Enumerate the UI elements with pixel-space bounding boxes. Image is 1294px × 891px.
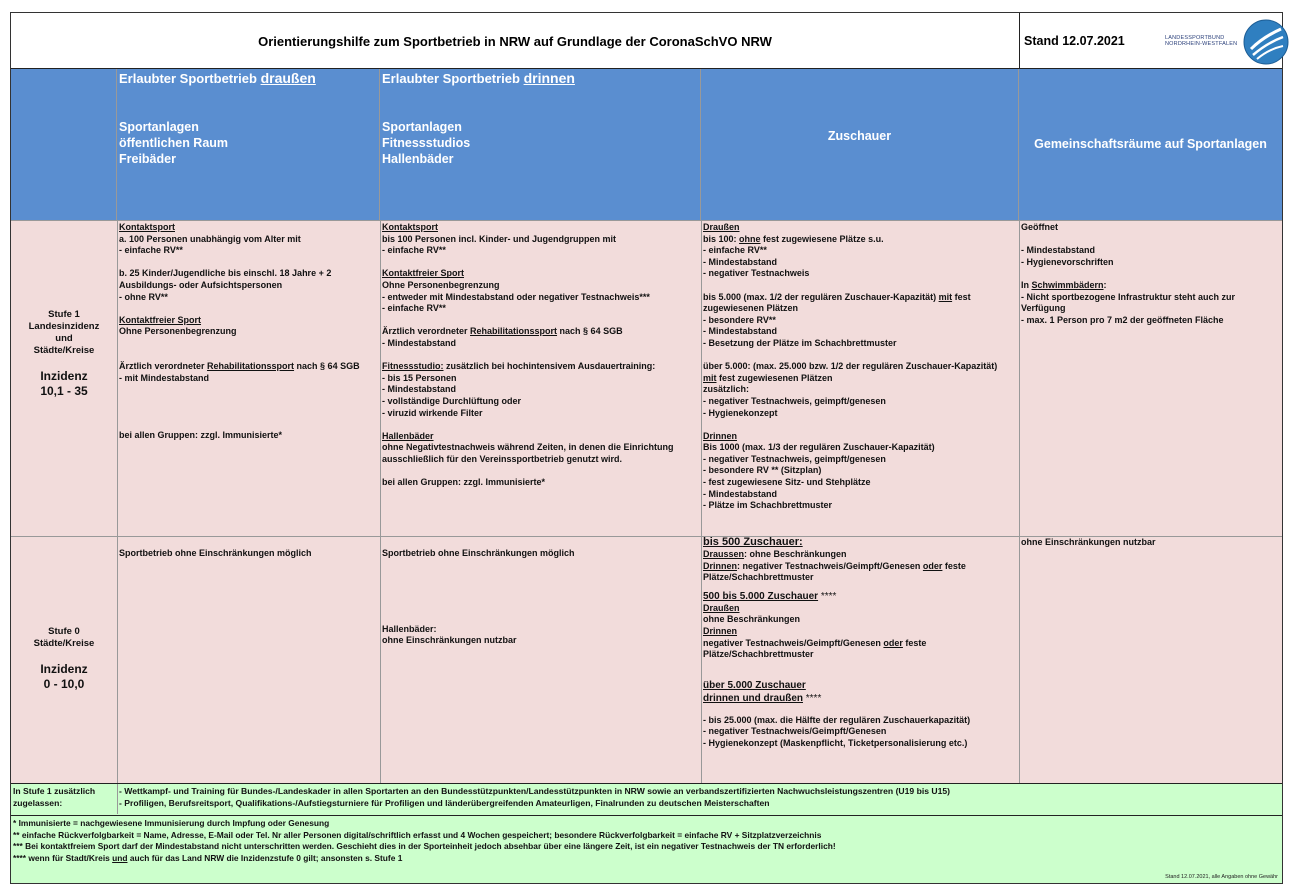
- text-line: - Hygienekonzept (Maskenpflicht, Ticketpersonalisierung etc.): [703, 737, 968, 748]
- page-title: Orientierungshilfe zum Sportbetrieb in NRW auf Grundlage der CoronaSchVO NRW: [258, 33, 772, 49]
- text-span: :: [1103, 279, 1107, 290]
- landessportbund-logo-icon: [1243, 19, 1289, 65]
- text-span: bis 5.000 (max. 1/2 der regulären Zuschauer-Kapazität): [703, 291, 939, 302]
- text-line: - Nicht sportbezogene Infrastruktur steht auch zur: [1021, 291, 1236, 302]
- zuschauer-heading-500: bis 500 Zuschauer:: [703, 536, 803, 548]
- zusatz-line-1: - Wettkampf- und Training für Bundes-/Landeskader in allen Sportarten an den Bundesstützpunkten/Landesstützpunkten in NRW sowie an verbandszertifizierten Nachwuchsleistungszentren (U19 bis U15): [119, 786, 951, 796]
- text-line: - Hygienevorschriften: [1021, 256, 1114, 267]
- orientation-table: [10, 12, 1283, 884]
- header-draussen-prefix: Erlaubter Sportbetrieb: [119, 71, 261, 86]
- text-span: mit: [703, 372, 717, 383]
- text-line: - bis 25.000 (max. die Hälfte der regulären Zuschauerkapazität): [703, 714, 971, 725]
- text-line: - besondere RV**: [703, 314, 776, 325]
- kontaktfreier-sport-heading: Kontaktfreier Sport: [119, 314, 202, 325]
- text-line: - bis 15 Personen: [382, 372, 457, 383]
- text-line: b. 25 Kinder/Jugendliche bis einschl. 18 Jahre + 2: [119, 268, 332, 279]
- text-span: ohne: [739, 233, 761, 244]
- text-line: - negativer Testnachweis, geimpft/genesen: [703, 453, 886, 464]
- zusatz-label-l2: zugelassen:: [13, 798, 63, 808]
- text-line: Ohne Personenbegrenzung: [119, 326, 237, 337]
- stufe1-drinnen: [382, 222, 698, 489]
- zuschauer-heading-5000: 500 bis 5.000 Zuschauer: [703, 590, 819, 602]
- text-line: zugewiesenen Plätzen: [703, 303, 799, 314]
- text-span: ****: [818, 590, 837, 602]
- drinnen-heading: Drinnen: [703, 430, 738, 441]
- text-line: bei allen Gruppen: zzgl. Immunisierte*: [382, 477, 546, 488]
- stufe0-drinnen: [382, 548, 698, 647]
- text-line: Bis 1000 (max. 1/3 der regulären Zuschauer-Kapazität): [703, 442, 935, 453]
- text-span: nach § 64 SGB: [294, 360, 360, 371]
- text-line: - mit Mindestabstand: [119, 372, 210, 383]
- text-line: - vollständige Durchlüftung oder: [382, 395, 521, 406]
- zusatz-label: [13, 785, 113, 809]
- header-draussen: [117, 69, 380, 220]
- grid-line: [117, 220, 118, 783]
- text-span: Drinnen: [703, 560, 738, 571]
- stufe0-zuschauer: [703, 536, 1017, 750]
- reha-link-text: Rehabilitationssport: [470, 326, 558, 337]
- reha-link-text: Rehabilitationssport: [207, 360, 295, 371]
- text-line: Plätze/Schachbrettmuster: [703, 649, 814, 660]
- text-span: Schwimmbädern: [1031, 279, 1104, 290]
- text-line: - Besetzung der Plätze im Schachbrettmuster: [703, 337, 897, 348]
- stand-box: [1019, 13, 1282, 69]
- text-span: ****: [803, 692, 822, 704]
- kontaktfreier-sport-heading: Kontaktfreier Sport: [382, 268, 465, 279]
- zusatz-text: [119, 785, 950, 809]
- text-line: - Mindestabstand: [703, 488, 778, 499]
- header-draussen-l1: Sportanlagen: [119, 120, 199, 134]
- text-line: - fest zugewiesene Sitz- und Stehplätze: [703, 477, 871, 488]
- text-line: - besondere RV ** (Sitzplan): [703, 465, 822, 476]
- text-span: In: [1021, 279, 1032, 290]
- text-span: zusätzlich bei hochintensivem Ausdauertraining:: [443, 361, 656, 372]
- text-span: auch für das Land NRW die Inzidenzstufe 0 gilt; ansonsten s. Stufe 1: [127, 852, 403, 863]
- text-line: ohne Beschränkungen: [703, 614, 801, 625]
- text-line: bis 100 Personen incl. Kinder- und Jugendgruppen mit: [382, 233, 617, 244]
- stufe0-gemeinschaft: ohne Einschränkungen nutzbar: [1021, 537, 1156, 547]
- stufe1-label-l1: Stufe 1: [48, 309, 80, 320]
- text-line: - Plätze im Schachbrettmuster: [703, 500, 833, 511]
- footnote-2: ** einfache Rückverfolgbarkeit = Name, Adresse, E-Mail oder Tel. Nr aller Personen digital/schriftlich erfasst und 4 Wochen gespeichert; besondere Rückverfolgbarkeit = einfache RV + Sitzplatzverzeichnis: [13, 829, 822, 840]
- text-span: oder: [883, 637, 903, 648]
- zusatz-label-l1: In Stufe 1 zusätzlich: [13, 786, 96, 796]
- text-line: - einfache RV**: [382, 245, 446, 256]
- text-line: Plätze/Schachbrettmuster: [703, 572, 814, 583]
- stufe0-inzidenz-value: 0 - 10,0: [43, 677, 85, 691]
- text-line: - einfache RV**: [703, 245, 767, 256]
- footnote-3: *** Bei kontaktfreiem Sport darf der Mindestabstand nicht unterschritten werden. Geschieht dies in der Sporteinheit jedoch absehbar über eine längere Zeit, ist ein negativer Testnachweis der TN erforderlich!: [13, 841, 836, 852]
- kontaktsport-heading: Kontaktsport: [382, 222, 438, 232]
- header-gemeinschaft-label: Gemeinschaftsräume auf Sportanlagen: [1034, 137, 1267, 151]
- text-line: ohne Negativtestnachweis während Zeiten, in denen die Einrichtung: [382, 442, 674, 453]
- logo-text: [1165, 35, 1237, 47]
- fitnessstudio-heading: Fitnessstudio:: [382, 361, 444, 372]
- text-span: feste: [902, 637, 927, 648]
- grid-line: [380, 220, 381, 783]
- text-span: Ärztlich verordneter: [119, 360, 208, 371]
- text-span: Ärztlich verordneter: [382, 326, 471, 337]
- text-line: Geöffnet: [1021, 222, 1058, 232]
- text-line: ausschließlich für den Vereinssportbetrieb genutzt wird.: [382, 453, 623, 464]
- text-span: nach § 64 SGB: [557, 326, 623, 337]
- footnote-4: [13, 853, 836, 865]
- header-empty-cell: [11, 69, 117, 220]
- text-line: bei allen Gruppen: zzgl. Immunisierte*: [119, 430, 283, 441]
- stufe0-label-l1: Stufe 0: [48, 626, 80, 637]
- kontaktsport-heading: Kontaktsport: [119, 222, 175, 232]
- header-draussen-emph: draußen: [260, 70, 316, 86]
- stufe1-label-l2: Landesinzidenz: [28, 321, 100, 332]
- header-drinnen-emph: drinnen: [523, 70, 575, 86]
- text-line: Hallenbäder:: [382, 623, 437, 634]
- footnotes: [11, 815, 1282, 883]
- text-span: mit: [938, 291, 953, 302]
- zusatz-row: [11, 783, 1282, 815]
- text-line: - max. 1 Person pro 7 m2 der geöffneten Fläche: [1021, 314, 1224, 325]
- text-line: - Mindestabstand: [703, 326, 778, 337]
- text-line: - Mindestabstand: [703, 256, 778, 267]
- stufe1-zuschauer: [703, 222, 1017, 512]
- text-line: - ohne RV**: [119, 291, 168, 302]
- header-gemeinschaft: [1019, 69, 1282, 220]
- header-draussen-l3: Freibäder: [119, 152, 176, 166]
- text-line: - negativer Testnachweis, geimpft/genesen: [703, 395, 886, 406]
- stufe1-label: [11, 309, 117, 399]
- stufe0-inzidenz-label: Inzidenz: [40, 662, 88, 676]
- text-line: - negativer Testnachweis/Geimpft/Genesen: [703, 726, 887, 737]
- logo-line-2: NORDRHEIN-WESTFALEN: [1165, 41, 1238, 47]
- text-line: - Mindestabstand: [1021, 245, 1096, 256]
- text-line: - einfache RV**: [119, 245, 183, 256]
- text-line: Ohne Personenbegrenzung: [382, 279, 500, 290]
- zusatz-line-2: - Profiligen, Berufsreitsport, Qualifikations-/Aufstiegsturniere für Profiligen und länderübergreifenden Amateurligen, Finalrunden zu deutschen Meisterschaften: [119, 798, 770, 808]
- stufe0-label: [11, 626, 117, 692]
- text-line: - einfache RV**: [382, 303, 446, 314]
- stufe1-draussen: [119, 222, 377, 442]
- footnote-list: [13, 818, 836, 864]
- header-zuschauer: [701, 69, 1019, 220]
- text-line: zusätzlich:: [703, 384, 750, 395]
- logo-line-1: LANDESSPORTBUND: [1165, 35, 1225, 41]
- stand-footer-note: Stand 12.07.2021, alle Angaben ohne Gewähr: [1165, 874, 1278, 880]
- stufe1-label-l3: und: [55, 333, 73, 344]
- text-line: ohne Einschränkungen nutzbar: [382, 635, 517, 646]
- title-row: [11, 13, 1282, 69]
- header-zuschauer-label: Zuschauer: [827, 129, 892, 143]
- header-drinnen-l1: Sportanlagen: [382, 120, 462, 134]
- text-line: Draußen: [703, 602, 740, 613]
- draussen-heading: Draußen: [703, 222, 740, 232]
- header-drinnen-l3: Hallenbäder: [382, 152, 454, 166]
- text-span: feste: [942, 560, 966, 571]
- footnote-1: * Immunisierte = nachgewiesene Immunisierung durch Impfung oder Genesung: [13, 818, 330, 828]
- stufe0-draussen: Sportbetrieb ohne Einschränkungen möglich: [119, 548, 312, 558]
- stufe1-label-l4: Städte/Kreise: [33, 345, 95, 356]
- stufe1-inzidenz-value: 10,1 - 35: [40, 384, 88, 398]
- text-line: - viruzid wirkende Filter: [382, 407, 483, 418]
- text-line: Drinnen: [703, 625, 738, 636]
- text-line: Ausbildungs- oder Aufsichtspersonen: [119, 279, 283, 290]
- text-span: negativer Testnachweis/Geimpft/Genesen: [703, 637, 884, 648]
- hallenbaeder-heading: Hallenbäder: [382, 430, 434, 441]
- text-line: - Mindestabstand: [382, 337, 457, 348]
- text-line: - entweder mit Mindestabstand oder negativer Testnachweis***: [382, 291, 650, 302]
- text-line: - Hygienekonzept: [703, 407, 778, 418]
- text-span: : negativer Testnachweis/Geimpft/Genesen: [737, 560, 923, 571]
- stufe1-inzidenz-label: Inzidenz: [40, 369, 88, 383]
- text-span: Draussen: [703, 549, 745, 559]
- header-drinnen-l2: Fitnessstudios: [382, 136, 471, 150]
- header-drinnen-prefix: Erlaubter Sportbetrieb: [382, 71, 524, 86]
- text-span: : ohne Beschränkungen: [744, 549, 847, 559]
- text-line: a. 100 Personen unabhängig vom Alter mit: [119, 233, 301, 244]
- header-draussen-l2: öffentlichen Raum: [119, 136, 229, 150]
- text-span: bis 100:: [703, 233, 740, 244]
- zuschauer-heading-ueber-5000: über 5.000 Zuschauer: [703, 679, 806, 691]
- text-line: über 5.000: (max. 25.000 bzw. 1/2 der regulären Zuschauer-Kapazität): [703, 361, 998, 372]
- text-line: - negativer Testnachweis: [703, 268, 810, 279]
- text-span: drinnen und draußen: [703, 692, 803, 704]
- stufe0-label-l2: Städte/Kreise: [33, 638, 95, 649]
- text-span: fest zugewiesenen Plätzen: [716, 372, 833, 383]
- stand-date: Stand 12.07.2021: [1024, 34, 1125, 48]
- grid-line: [701, 220, 702, 783]
- grid-line: [1019, 220, 1020, 783]
- text-line: Verfügung: [1021, 303, 1066, 314]
- text-span: fest: [952, 291, 971, 302]
- text-span: und: [112, 852, 128, 863]
- text-line: Sportbetrieb ohne Einschränkungen möglich: [382, 548, 575, 558]
- header-drinnen: [380, 69, 701, 220]
- text-span: **** wenn für Stadt/Kreis: [13, 852, 113, 863]
- text-span: oder: [922, 560, 943, 571]
- text-span: fest zugewiesene Plätze s.u.: [760, 233, 884, 244]
- text-line: - Mindestabstand: [382, 384, 457, 395]
- stufe1-gemeinschaft: [1021, 222, 1280, 326]
